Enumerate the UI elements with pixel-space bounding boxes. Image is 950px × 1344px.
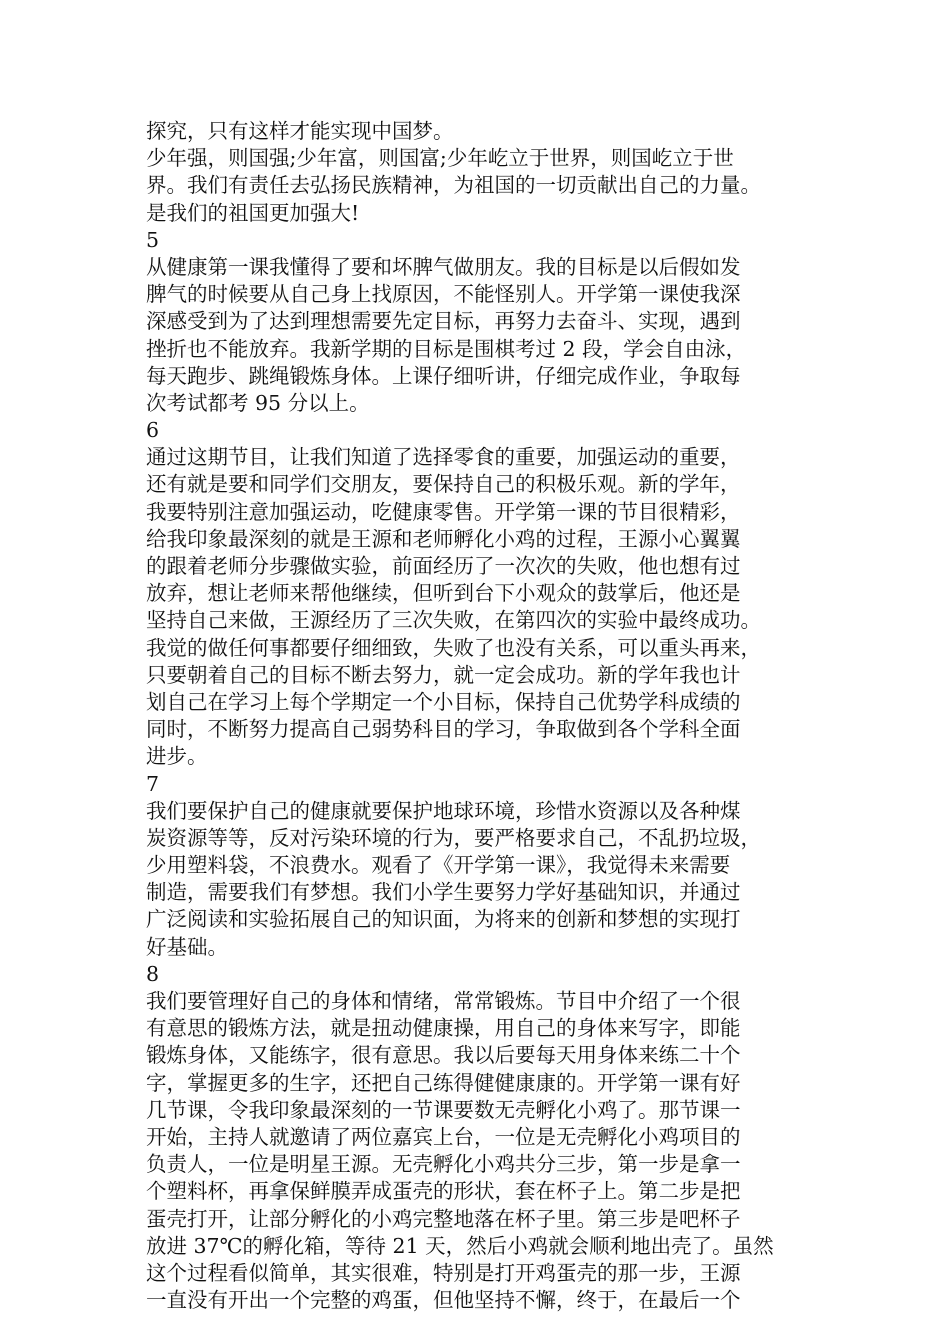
text-line: 字，掌握更多的生字，还把自己练得健健康康的。开学第一课有好 [146, 1070, 741, 1095]
section-number: 7 [146, 771, 160, 796]
text-line: 次考试都考 95 分以上。 [146, 390, 370, 415]
document-body [146, 118, 814, 1314]
text-line: 少用塑料袋，不浪费水。观看了《开学第一课》，我觉得未来需要 [146, 853, 731, 878]
text-line: 挫折也不能放弃。我新学期的目标是围棋考过 2 段，学会自由泳， [146, 336, 747, 361]
text-line: 通过这期节目，让我们知道了选择零食的重要，加强运动的重要， [146, 445, 741, 470]
text-line: 负责人，一位是明星王源。无壳孵化小鸡共分三步，第一步是拿一 [146, 1152, 741, 1177]
text-line: 几节课，令我印象最深刻的一节课要数无壳孵化小鸡了。那节课一 [146, 1097, 741, 1122]
text-line: 划自己在学习上每个学期定一个小目标，保持自己优势学科成绩的 [146, 689, 741, 714]
text-line: 脾气的时候要从自己身上找原因，不能怪别人。开学第一课使我深 [146, 282, 741, 307]
text-line: 我们要保护自己的健康就要保护地球环境，珍惜水资源以及各种煤 [146, 798, 741, 823]
text-line: 探究，只有这样才能实现中国梦。 [146, 119, 454, 143]
text-line: 给我印象最深刻的就是王源和老师孵化小鸡的过程，王源小心翼翼 [146, 526, 741, 551]
text-line: 好基础。 [146, 934, 228, 959]
text-line: 同时，不断努力提高自己弱势科目的学习，争取做到各个学科全面 [146, 717, 741, 742]
text-line: 制造，需要我们有梦想。我们小学生要努力学好基础知识，并通过 [146, 880, 741, 905]
text-line: 界。我们有责任去弘扬民族精神，为祖国的一切贡献出自己的力量。 [146, 173, 761, 198]
text-line: 这个过程看似简单，其实很难，特别是打开鸡蛋壳的那一步，王源 [146, 1260, 741, 1285]
text-line: 我们要管理好自己的身体和情绪，常常锻炼。节目中介绍了一个很 [146, 989, 741, 1013]
text-line: 蛋壳打开，让部分孵化的小鸡完整地落在杯子里。第三步是吧杯子 [146, 1206, 741, 1231]
text-line: 深感受到为了达到理想需要先定目标，再努力去奋斗、实现，遇到 [146, 309, 741, 334]
text-line: 从健康第一课我懂得了要和坏脾气做朋友。我的目标是以后假如发 [146, 254, 741, 279]
text-line: 只要朝着自己的目标不断去努力，就一定会成功。新的学年我也计 [146, 662, 741, 687]
text-line: 少年强，则国强;少年富，则国富;少年屹立于世界，则国屹立于世 [146, 146, 734, 171]
text-line: 放弃，想让老师来帮他继续，但听到台下小观众的鼓掌后，他还是 [146, 581, 741, 606]
text-line: 广泛阅读和实验拓展自己的知识面，为将来的创新和梦想的实现打 [146, 907, 741, 932]
text-line: 开始，主持人就邀请了两位嘉宾上台，一位是无壳孵化小鸡项目的 [146, 1124, 741, 1149]
text-line: 是我们的祖国更加强大! [146, 200, 360, 225]
text-line: 我要特别注意加强运动，吃健康零售。开学第一课的节目很精彩， [146, 499, 741, 524]
text-line: 放进 37℃的孵化箱，等待 21 天，然后小鸡就会顺利地出壳了。虽然 [146, 1233, 774, 1258]
text-line: 锻炼身体，又能练字，很有意思。我以后要每天用身体来练二十个 [146, 1043, 741, 1068]
text-line: 炭资源等等，反对污染环境的行为，要严格要求自己，不乱扔垃圾， [146, 825, 761, 850]
text-line: 有意思的锻炼方法，就是扭动健康操，用自己的身体来写字，即能 [146, 1016, 741, 1041]
text-line: 进步。 [146, 744, 208, 769]
section-number: 8 [146, 961, 160, 986]
text-line: 坚持自己来做，王源经历了三次失败，在第四次的实验中最终成功。 [146, 608, 761, 633]
text-line: 的跟着老师分步骤做实验，前面经历了一次次的失败，他也想有过 [146, 554, 741, 578]
text-line: 我觉的做任何事都要仔细细致，失败了也没有关系，可以重头再来， [146, 635, 761, 660]
text-line: 还有就是要和同学们交朋友，要保持自己的积极乐观。新的学年， [146, 472, 741, 497]
section-number: 5 [146, 227, 160, 252]
text-line: 一直没有开出一个完整的鸡蛋，但他坚持不懈，终于，在最后一个 [146, 1288, 741, 1313]
text-line: 每天跑步、跳绳锻炼身体。上课仔细听讲，仔细完成作业，争取每 [146, 363, 741, 388]
section-number: 6 [146, 418, 160, 443]
text-line: 个塑料杯，再拿保鲜膜弄成蛋壳的形状，套在杯子上。第二步是把 [146, 1179, 741, 1204]
